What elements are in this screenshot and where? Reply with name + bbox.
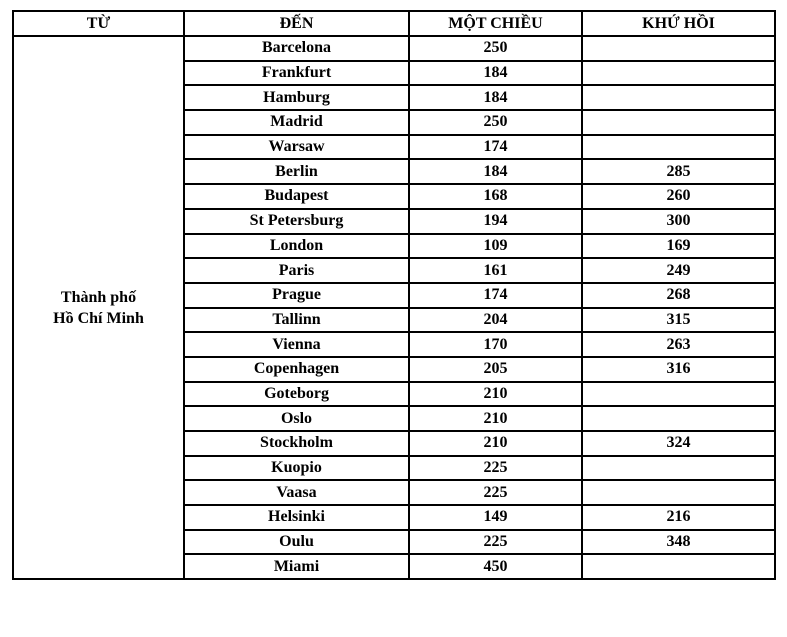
destination-cell: Copenhagen (184, 357, 409, 382)
destination-cell: Oulu (184, 530, 409, 555)
one-way-price-cell: 109 (409, 234, 582, 259)
destination-cell: Prague (184, 283, 409, 308)
destination-cell: Budapest (184, 184, 409, 209)
destination-cell: Vienna (184, 332, 409, 357)
one-way-price-cell: 250 (409, 36, 582, 61)
one-way-price-cell: 225 (409, 530, 582, 555)
fare-table (12, 10, 776, 580)
one-way-price-cell: 225 (409, 480, 582, 505)
round-trip-price-cell (582, 110, 775, 135)
header-round-trip: KHỨ HỒI (582, 11, 775, 36)
round-trip-price-cell: 263 (582, 332, 775, 357)
origin-line-1: Thành phố (60, 288, 137, 306)
destination-cell: Barcelona (184, 36, 409, 61)
one-way-price-cell: 174 (409, 135, 582, 160)
round-trip-price-cell (582, 456, 775, 481)
header-row (13, 11, 775, 36)
header-to: ĐẾN (184, 11, 409, 36)
one-way-price-cell: 184 (409, 61, 582, 86)
round-trip-price-cell (582, 85, 775, 110)
destination-cell: Stockholm (184, 431, 409, 456)
round-trip-price-cell (582, 36, 775, 61)
round-trip-price-cell (582, 480, 775, 505)
destination-cell: Warsaw (184, 135, 409, 160)
one-way-price-cell: 184 (409, 85, 582, 110)
round-trip-price-cell (582, 382, 775, 407)
round-trip-price-cell: 315 (582, 308, 775, 333)
header-one-way: MỘT CHIỀU (409, 11, 582, 36)
destination-cell: Oslo (184, 406, 409, 431)
round-trip-price-cell: 216 (582, 505, 775, 530)
one-way-price-cell: 149 (409, 505, 582, 530)
round-trip-price-cell (582, 135, 775, 160)
destination-cell: Helsinki (184, 505, 409, 530)
one-way-price-cell: 161 (409, 258, 582, 283)
one-way-price-cell: 184 (409, 159, 582, 184)
destination-cell: Hamburg (184, 85, 409, 110)
round-trip-price-cell (582, 61, 775, 86)
round-trip-price-cell: 285 (582, 159, 775, 184)
round-trip-price-cell: 260 (582, 184, 775, 209)
one-way-price-cell: 205 (409, 357, 582, 382)
fare-table-body (13, 36, 775, 579)
one-way-price-cell: 170 (409, 332, 582, 357)
one-way-price-cell: 210 (409, 406, 582, 431)
destination-cell: Paris (184, 258, 409, 283)
one-way-price-cell: 174 (409, 283, 582, 308)
one-way-price-cell: 250 (409, 110, 582, 135)
destination-cell: Vaasa (184, 480, 409, 505)
round-trip-price-cell: 249 (582, 258, 775, 283)
round-trip-price-cell: 169 (582, 234, 775, 259)
destination-cell: Miami (184, 554, 409, 579)
one-way-price-cell: 204 (409, 308, 582, 333)
header-from: TỪ (13, 11, 184, 36)
one-way-price-cell: 168 (409, 184, 582, 209)
round-trip-price-cell: 300 (582, 209, 775, 234)
destination-cell: Kuopio (184, 456, 409, 481)
destination-cell: Goteborg (184, 382, 409, 407)
destination-cell: London (184, 234, 409, 259)
origin-cell (13, 36, 184, 579)
one-way-price-cell: 194 (409, 209, 582, 234)
destination-cell: Madrid (184, 110, 409, 135)
one-way-price-cell: 210 (409, 431, 582, 456)
destination-cell: Berlin (184, 159, 409, 184)
round-trip-price-cell (582, 554, 775, 579)
round-trip-price-cell: 268 (582, 283, 775, 308)
one-way-price-cell: 450 (409, 554, 582, 579)
destination-cell: Frankfurt (184, 61, 409, 86)
round-trip-price-cell: 324 (582, 431, 775, 456)
round-trip-price-cell (582, 406, 775, 431)
one-way-price-cell: 225 (409, 456, 582, 481)
destination-cell: St Petersburg (184, 209, 409, 234)
destination-cell: Tallinn (184, 308, 409, 333)
table-row (13, 36, 775, 61)
round-trip-price-cell: 348 (582, 530, 775, 555)
origin-line-2: Hồ Chí Minh (53, 309, 144, 327)
one-way-price-cell: 210 (409, 382, 582, 407)
round-trip-price-cell: 316 (582, 357, 775, 382)
